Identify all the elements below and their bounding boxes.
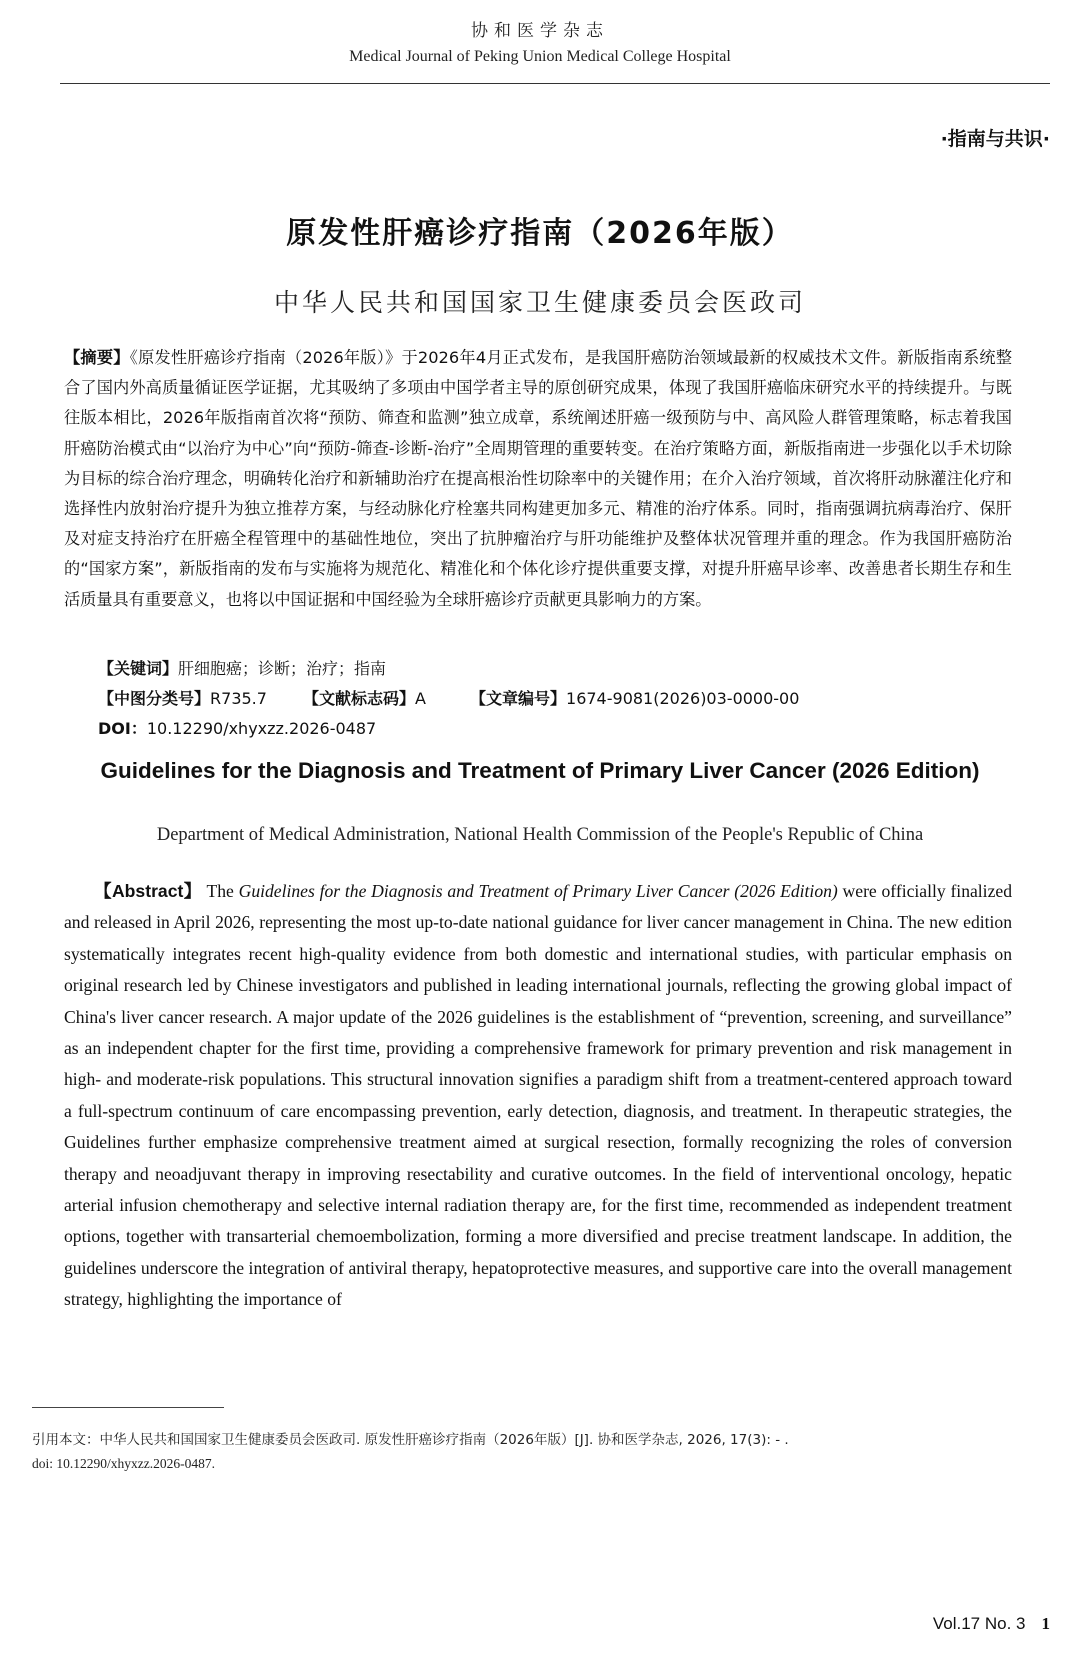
volume-issue: Vol.17 No. 3 <box>932 1614 1026 1633</box>
section-tag: ·指南与共识· <box>940 128 1050 150</box>
abstract-en-text-pre: The <box>206 881 239 901</box>
doi-label: DOI： <box>98 719 147 738</box>
header-divider <box>60 83 1050 84</box>
classification-line <box>98 686 800 709</box>
article-author-en: Department of Medical Administration, National Health Commission of the People's Republic of China <box>156 825 924 845</box>
keywords-text: 肝细胞癌；诊断；治疗；指南 <box>178 659 387 678</box>
doi-line <box>98 716 376 739</box>
journal-title-en: Medical Journal of Peking Union Medical College Hospital <box>349 48 731 65</box>
doc-code-value: A <box>415 689 426 708</box>
citation-footnote: 引用本文：中华人民共和国国家卫生健康委员会医政司. 原发性肝癌诊疗指南（2026年版）[J]. 协和医学杂志, 2026, 17(3): - . <box>32 1432 789 1448</box>
clc-value: R735.7 <box>210 689 267 708</box>
journal-title-cn: 协和医学杂志 <box>471 21 609 41</box>
citation-doi: doi: 10.12290/xhyxzz.2026-0487. <box>32 1456 215 1471</box>
keywords-line <box>98 656 386 679</box>
abstract-cn-label: 【摘要】 <box>64 348 130 367</box>
article-author-cn: 中华人民共和国国家卫生健康委员会医政司 <box>273 288 806 317</box>
article-title-en: Guidelines for the Diagnosis and Treatment of Primary Liver Cancer (2026 Edition) <box>100 758 980 783</box>
doc-code-label: 【文献标志码】 <box>303 689 416 708</box>
abstract-en-label: 【Abstract】 <box>94 881 202 901</box>
page-footer <box>933 1614 1050 1634</box>
footnote-divider <box>32 1407 224 1408</box>
abstract-en <box>64 876 1012 1316</box>
keywords-label: 【关键词】 <box>98 659 179 678</box>
article-title-cn: 原发性肝癌诊疗指南（2026年版） <box>286 216 794 251</box>
abstract-en-guideline-title: Guidelines for the Diagnosis and Treatment of Primary Liver Cancer (2026 Edition) <box>238 881 838 901</box>
article-id-value: 1674-9081(2026)03-0000-00 <box>566 689 800 708</box>
doi-value: 10.12290/xhyxzz.2026-0487 <box>146 719 377 738</box>
article-id-label: 【文章编号】 <box>470 689 567 708</box>
abstract-cn <box>64 343 1012 615</box>
page-number: 1 <box>1041 1614 1050 1633</box>
abstract-en-text: were officially finalized and released in April 2026, representing the most up-to-date national guidance for liver cancer management in China. The new edition systematically integrates recent high-quality evidence from both domestic and international studies, with particular emphasis on original research led by Chinese investigators and published in leading international journals, reflecting the growing global impact of China's liver cancer research. A major update of the 2026 guidelines is the establishment of “prevention, screening, and surveillance” as an independent chapter for the first time, providing a comprehensive framework for primary prevention and risk management in high- and moderate-risk populations. This structural innovation signifies a paradigm shift from a treatment-centered approach toward a full-spectrum continuum of care encompassing prevention, early detection, diagnosis, and treatment. In therapeutic strategies, the Guidelines further emphasize comprehensive treatment aimed at surgical resection, formally recognizing the roles of conversion therapy and neoadjuvant therapy in improving resectability and curative outcomes. In the field of interventional oncology, hepatic arterial infusion chemotherapy and selective internal radiation therapy are, for the first time, recommended as independent treatment options, together with transarterial chemoembolization, forming a more diversified and precise treatment landscape. In addition, the guidelines underscore the integration of antiviral therapy, hepatoprotective measures, and supportive care into the overall management strategy, highlighting the importance of <box>64 881 1012 1310</box>
abstract-cn-text: 《原发性肝癌诊疗指南（2026年版）》于2026年4月正式发布，是我国肝癌防治领域最新的权威技术文件。新版指南系统整合了国内外高质量循证医学证据，尤其吸纳了多项由中国学者主导的原创研究成果，体现了我国肝癌临床研究水平的持续提升。与既往版本相比，2026年版指南首次将“预防、筛查和监测”独立成章，系统阐述肝癌一级预防与中、高风险人群管理策略，标志着我国肝癌防治模式由“以治疗为中心”向“预防-筛查-诊断-治疗”全周期管理的重要转变。在治疗策略方面，新版指南进一步强化以手术切除为目标的综合治疗理念，明确转化治疗和新辅助治疗在提高根治性切除率中的关键作用；在介入治疗领域，首次将肝动脉灌注化疗和选择性内放射治疗提升为独立推荐方案，与经动脉化疗栓塞共同构建更加多元、精准的治疗体系。同时，指南强调抗病毒治疗、保肝及对症支持治疗在肝癌全程管理中的基础性地位，突出了抗肿瘤治疗与肝功能维护及整体状况管理并重的理念。作为我国肝癌防治的“国家方案”，新版指南的发布与实施将为规范化、精准化和个体化诊疗提供重要支撑，对提升肝癌早诊率、改善患者长期生存和生活质量具有重要意义，也将以中国证据和中国经验为全球肝癌诊疗贡献更具影响力的方案。 <box>64 348 1013 609</box>
clc-label: 【中图分类号】 <box>98 689 211 708</box>
